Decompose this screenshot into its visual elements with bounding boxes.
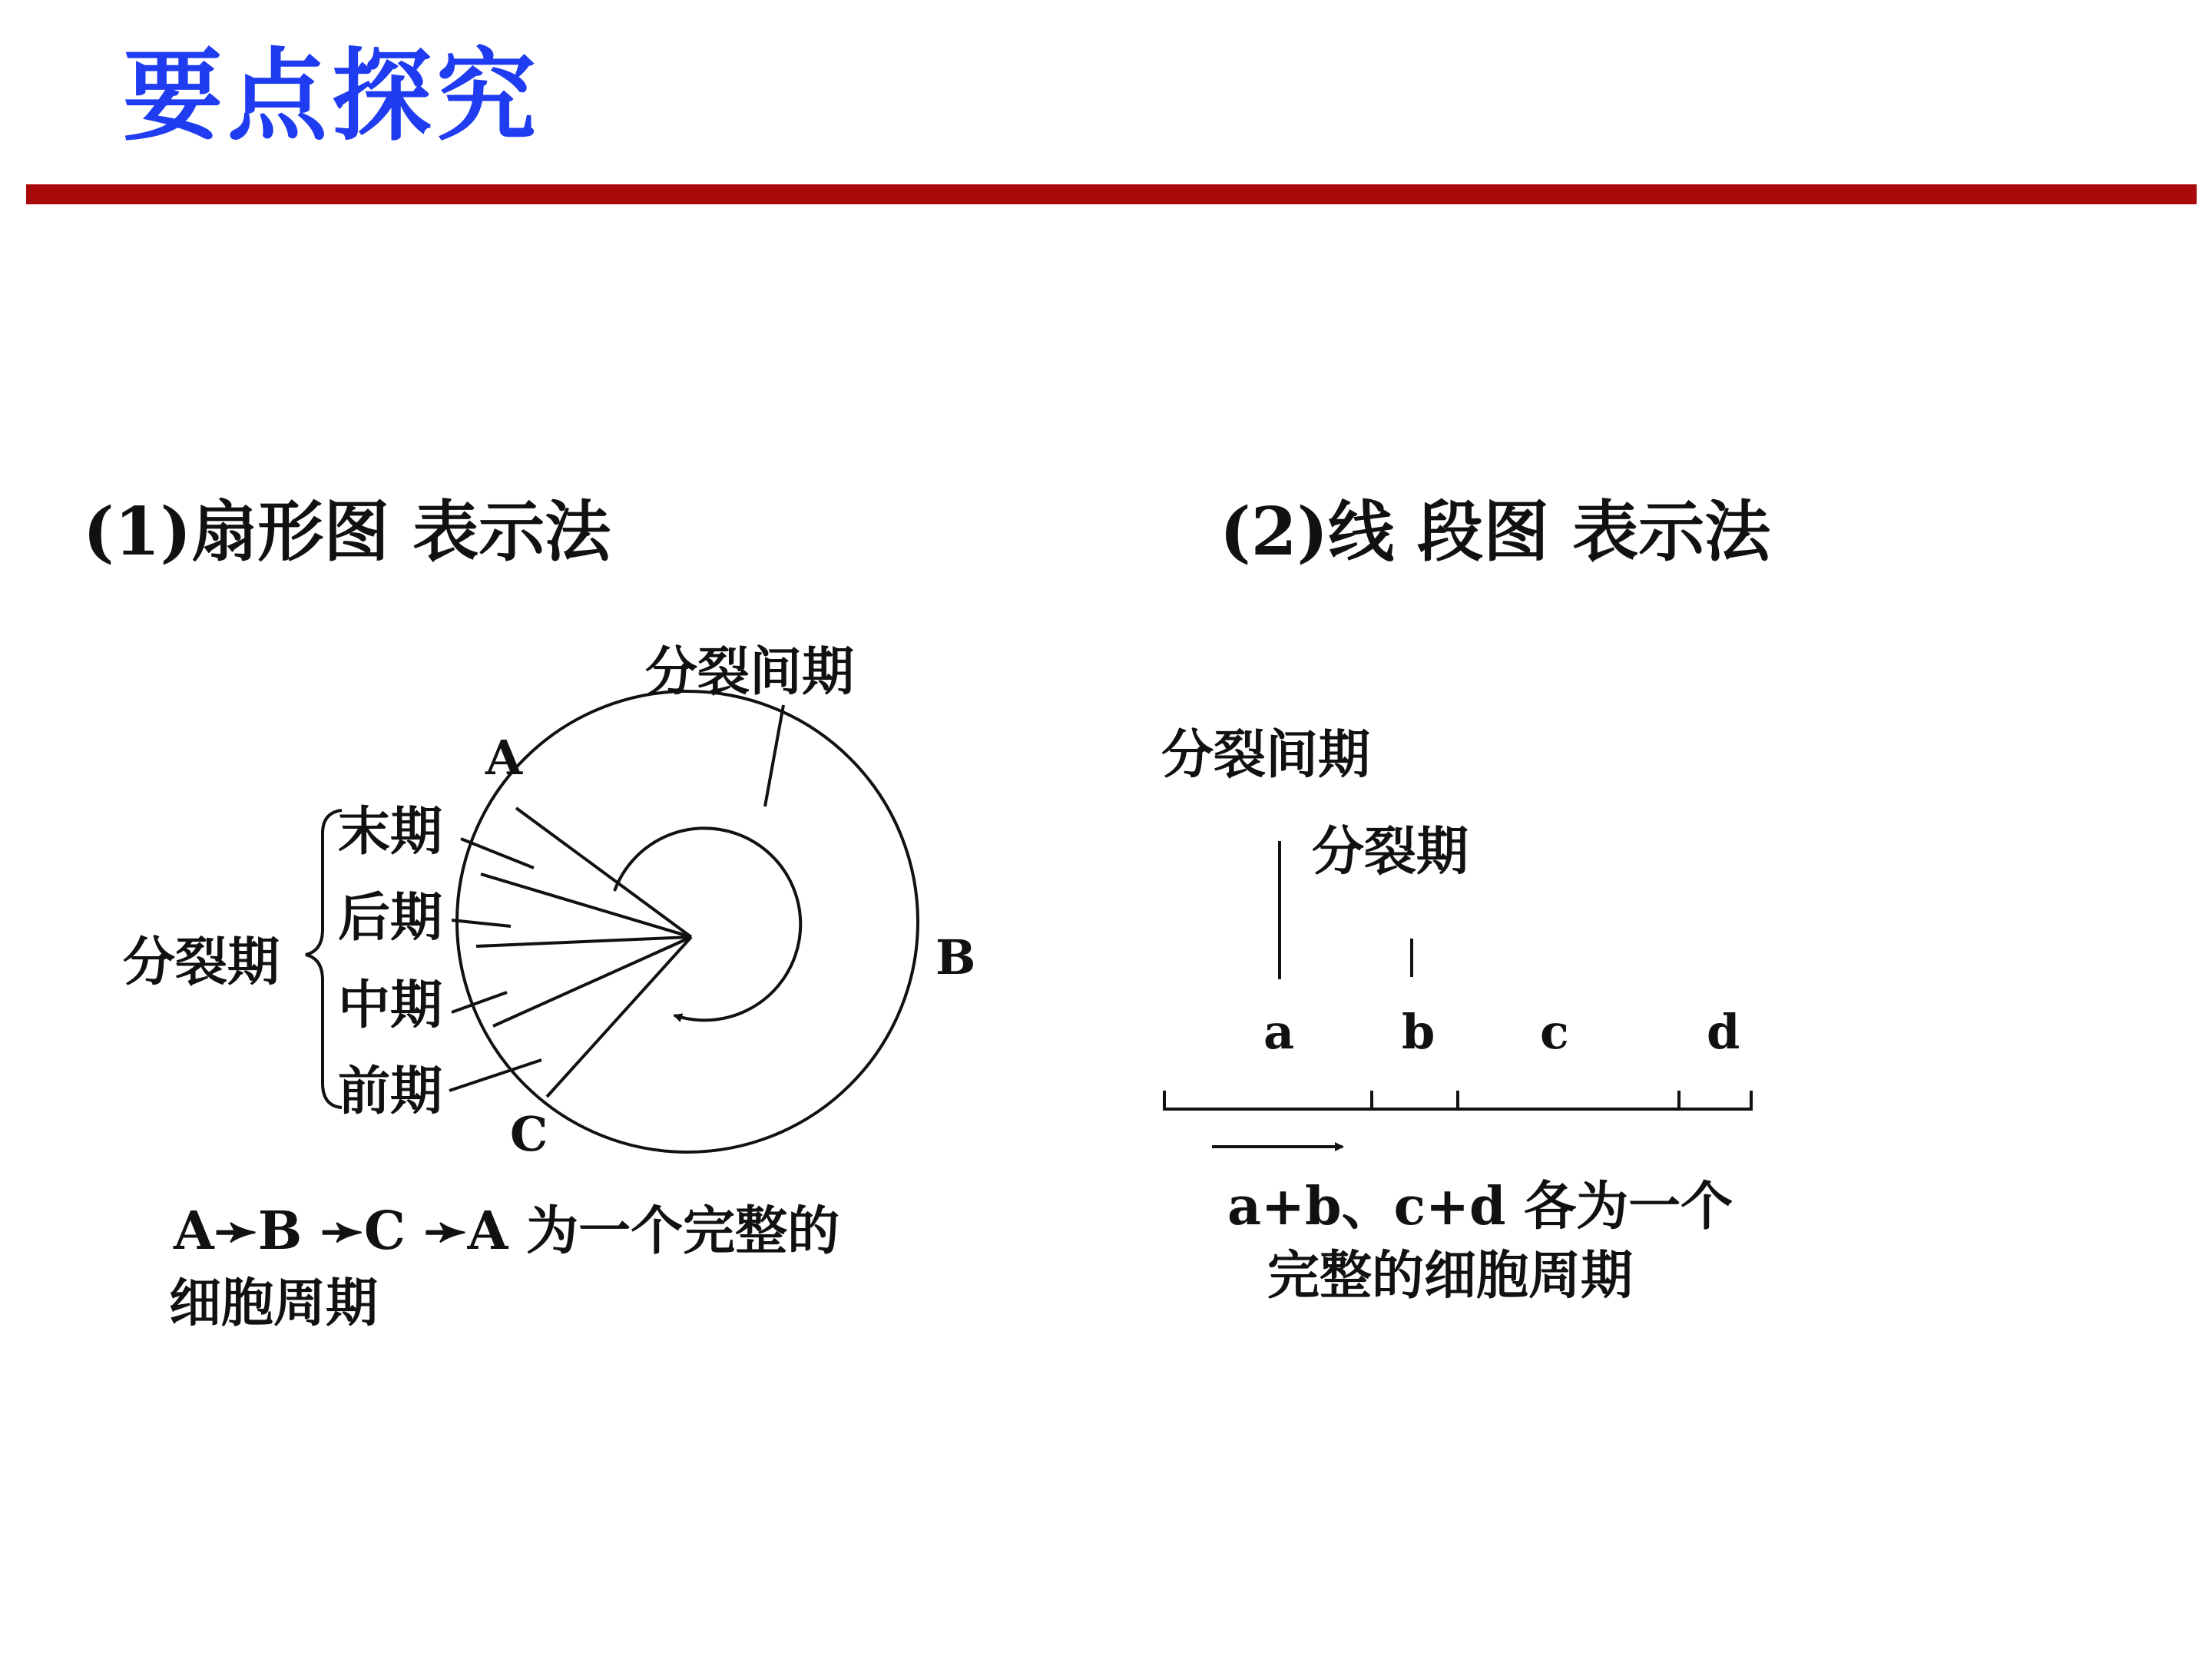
- line-caption-line1: a+b、c+d 各为一个: [1227, 1176, 1734, 1237]
- sector-line-2: [481, 874, 691, 937]
- fan-mitotic-label: 分裂期: [123, 932, 280, 993]
- sector-line-a: [516, 808, 691, 937]
- fan-interphase-label: 分裂间期: [645, 641, 855, 703]
- cell-cycle-circle: [457, 691, 918, 1152]
- interphase-leader: [765, 705, 783, 806]
- fan-caption-line2: 细胞周期: [169, 1273, 379, 1334]
- fan-caption-cycle: A➛B ➛C ➛A 为一个完整的: [174, 1200, 840, 1262]
- segment-b-label: b: [1402, 1004, 1435, 1060]
- sector-line-4: [493, 937, 691, 1026]
- segment-d-label: d: [1707, 1004, 1740, 1060]
- metaphase-label: 中期: [338, 975, 443, 1036]
- fan-diagram-heading: (1)扇形图 表示法: [83, 493, 611, 571]
- point-b-label: B: [935, 929, 976, 985]
- metaphase-leader: [452, 992, 507, 1012]
- point-c-label: C: [510, 1106, 548, 1162]
- segment-c-label: c: [1540, 1004, 1569, 1060]
- line-diagram-heading: (2)线 段图 表示法: [1220, 493, 1771, 571]
- line-interphase-label: 分裂间期: [1161, 724, 1371, 786]
- sector-line-c: [547, 937, 691, 1097]
- anaphase-label: 后期: [338, 887, 443, 949]
- line-mitotic-label: 分裂期: [1312, 821, 1469, 882]
- line-caption-line2: 完整的细胞周期: [1267, 1245, 1634, 1306]
- prophase-label: 前期: [338, 1061, 443, 1122]
- line-diagram: [1164, 841, 1751, 1147]
- anaphase-leader: [452, 920, 511, 926]
- telophase-label: 末期: [338, 801, 443, 863]
- mitosis-brace: [306, 810, 342, 1108]
- page-title: 要点探究: [123, 38, 541, 154]
- segment-a-label: a: [1263, 1004, 1295, 1060]
- telophase-leader: [461, 839, 534, 868]
- point-a-label: A: [485, 730, 523, 786]
- sector-line-3: [476, 937, 691, 946]
